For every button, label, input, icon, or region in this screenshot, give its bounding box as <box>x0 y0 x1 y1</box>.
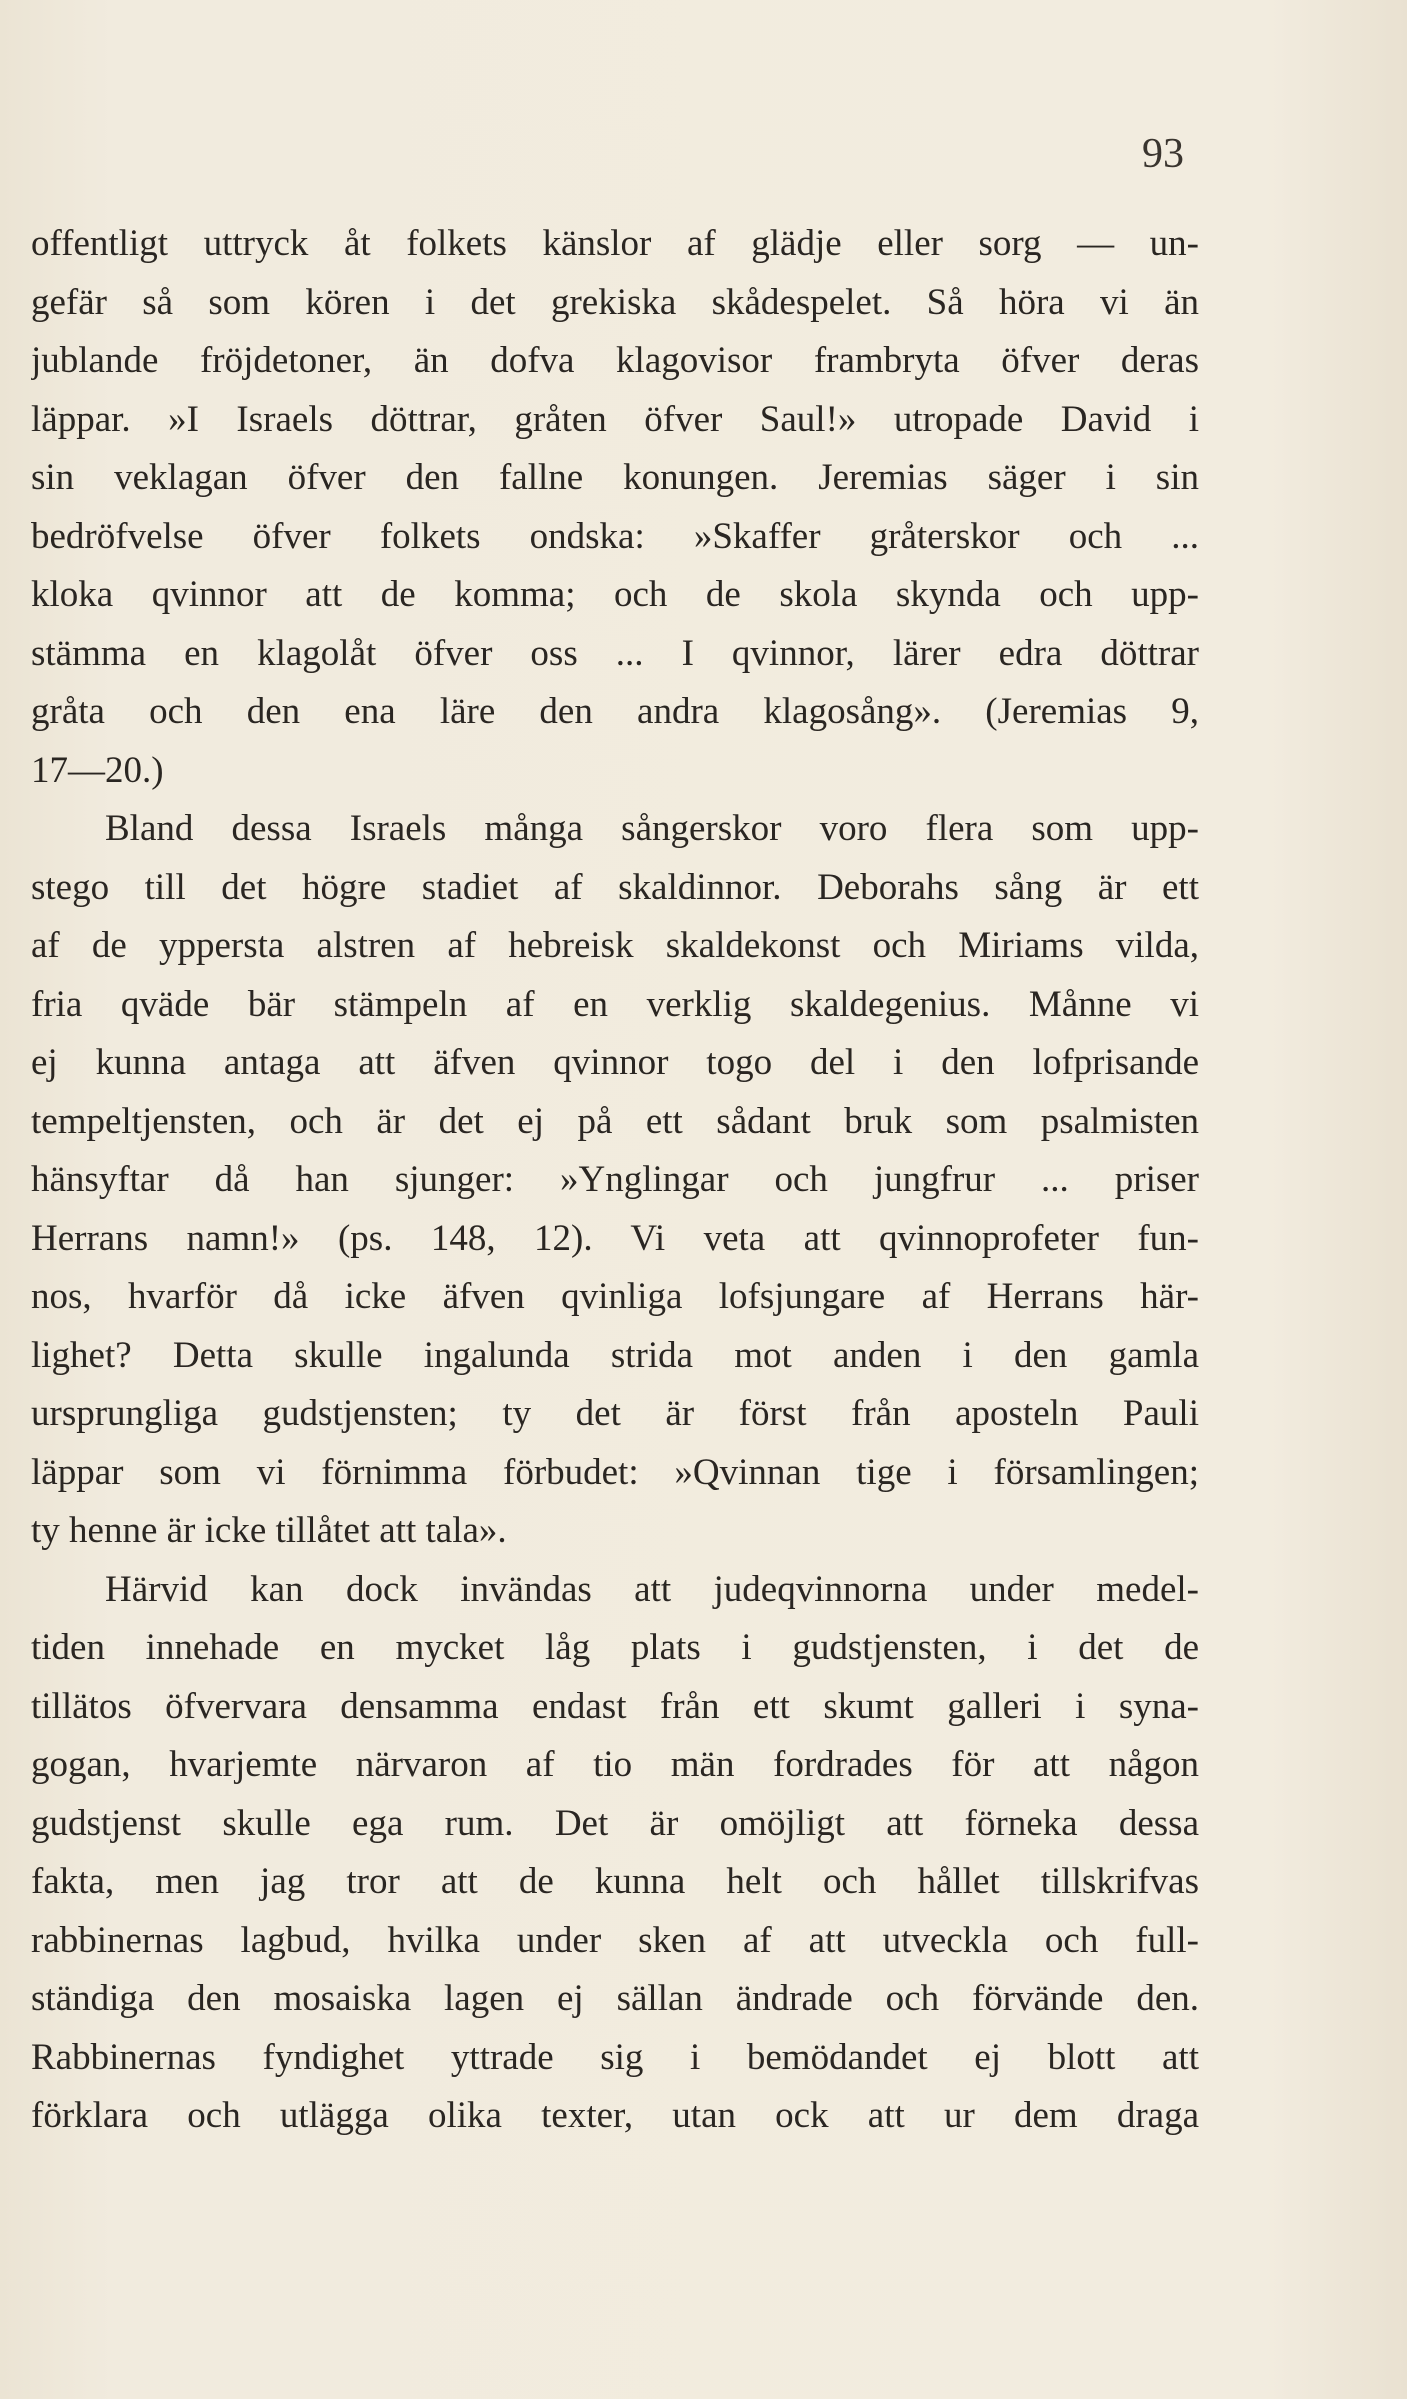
text-line: ej kunna antaga att äfven qvinnor togo del i den lofprisande <box>31 1042 1199 1083</box>
text-line: sin veklagan öfver den fallne konungen. Jeremias säger i sin <box>31 457 1199 498</box>
text-line: tillätos öfvervara densamma endast från ett skumt galleri i syna- <box>31 1685 1199 1727</box>
text-line: Rabbinernas fyndighet yttrade sig i bemödandet ej blott att <box>31 2036 1199 2078</box>
text-line: nos, hvarför då icke äfven qvinliga lofsjungare af Herrans här- <box>31 1276 1199 1317</box>
text-line: gogan, hvarjemte närvaron af tio män fordrades för att någon <box>31 1744 1199 1785</box>
text-line: ständiga den mosaiska lagen ej sällan ändrade och förvände den. <box>31 1978 1199 2019</box>
text-line: tiden innehade en mycket låg plats i gudstjensten, i det de <box>31 1627 1199 1668</box>
text-line: lighet? Detta skulle ingalunda strida mot anden i den gamla <box>31 1334 1199 1376</box>
text-line: Härvid kan dock invändas att judeqvinnorna under medel- <box>105 1568 1199 1610</box>
text-line: offentligt uttryck åt folkets känslor af glädje eller sorg — un- <box>31 223 1199 264</box>
text-line: stego till det högre stadiet af skaldinnor. Deborahs sång är ett <box>31 866 1199 908</box>
text-line: hänsyftar då han sjunger: »Ynglingar och jungfrur ... priser <box>31 1159 1199 1200</box>
text-line: stämma en klagolåt öfver oss ... I qvinnor, lärer edra döttrar <box>31 632 1199 674</box>
text-line: läppar som vi förnimma förbudet: »Qvinnan tige i församlingen; <box>31 1451 1199 1493</box>
text-line: Bland dessa Israels många sångerskor voro flera som upp- <box>105 808 1199 849</box>
text-line: gefär så som kören i det grekiska skådespelet. Så höra vi än <box>31 281 1199 323</box>
text-line: fria qväde bär stämpeln af en verklig skaldegenius. Månne vi <box>31 983 1199 1025</box>
text-line: ty henne är icke tillåtet att tala». <box>31 1510 507 1551</box>
text-line: bedröfvelse öfver folkets ondska: »Skaffer gråterskor och ... <box>31 515 1199 557</box>
text-line: kloka qvinnor att de komma; och de skola skynda och upp- <box>31 574 1199 615</box>
text-line: förklara och utlägga olika texter, utan ock att ur dem draga <box>31 2095 1199 2136</box>
text-line: rabbinernas lagbud, hvilka under sken af att utveckla och full- <box>31 1919 1199 1961</box>
page-number: 93 <box>1142 131 1184 177</box>
text-line: ursprungliga gudstjensten; ty det är först från aposteln Pauli <box>31 1393 1199 1434</box>
text-line: 17—20.) <box>31 749 164 791</box>
body-text <box>31 215 1199 2146</box>
text-line: gudstjenst skulle ega rum. Det är omöjligt att förneka dessa <box>31 1802 1199 1844</box>
text-line: Herrans namn!» (ps. 148, 12). Vi veta att qvinnoprofeter fun- <box>31 1217 1199 1259</box>
text-line: fakta, men jag tror att de kunna helt och hållet tillskrifvas <box>31 1861 1199 1902</box>
text-line: gråta och den ena läre den andra klagosång». (Jeremias 9, <box>31 691 1199 732</box>
text-line: tempeltjensten, och är det ej på ett sådant bruk som psalmisten <box>31 1100 1199 1142</box>
text-line: läppar. »I Israels döttrar, gråten öfver Saul!» utropade David i <box>31 398 1199 440</box>
text-line: af de yppersta alstren af hebreisk skaldekonst och Miriams vilda, <box>31 925 1199 966</box>
text-line: jublande fröjdetoner, än dofva klagovisor frambryta öfver deras <box>31 340 1199 381</box>
